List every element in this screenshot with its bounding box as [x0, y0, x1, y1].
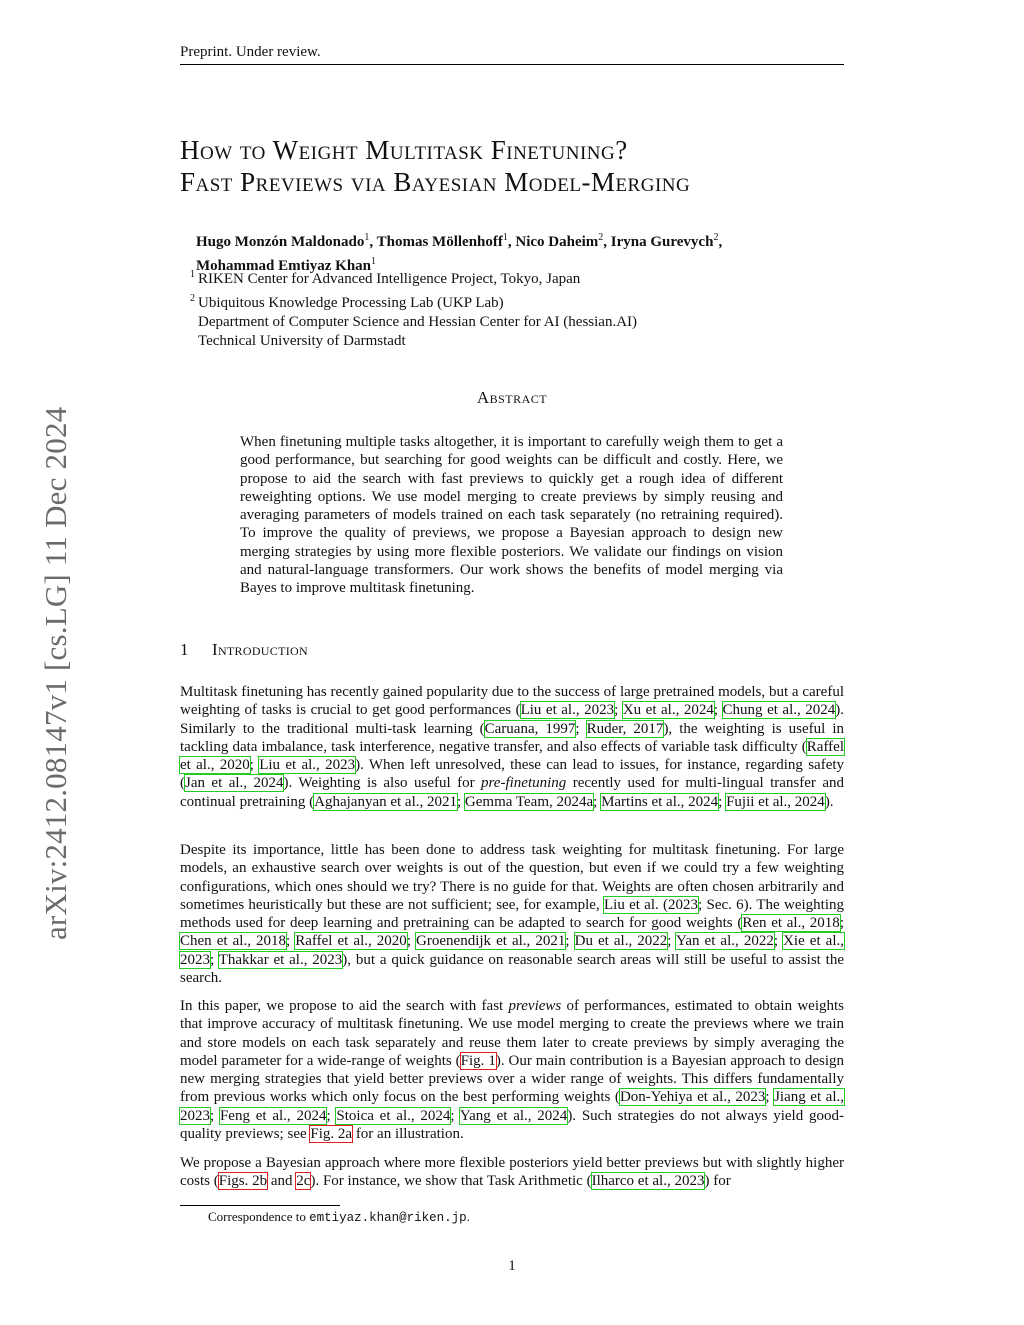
citation-link[interactable]: Ilharco et al., 2023 [591, 1173, 705, 1190]
body-text: We propose a Bayesian approach where more flexible posteriors yield better previews but with slightly higher costs ( [180, 1155, 844, 1190]
body-text: ; [713, 702, 723, 719]
figure-ref-link[interactable]: Fig. 1 [460, 1052, 496, 1069]
citation-link[interactable]: Chung et al., 2024 [722, 702, 836, 719]
citation-link[interactable]: Yan et al., 2022 [675, 933, 774, 950]
body-text: In this paper, we propose to aid the search with fast [180, 998, 509, 1014]
body-text: Multitask finetuning has recently gained popularity due to the success of large pretrained models, but a careful weighting of tasks is crucial to get good performances ( [180, 684, 844, 719]
section-title: Introduction [212, 640, 308, 659]
body-text: ; [286, 933, 296, 950]
paper-title [180, 134, 690, 198]
citation-link[interactable]: Liu et al. (2023 [603, 896, 699, 913]
title-line-2: Fast Previews via Bayesian Model-Merging [180, 167, 691, 197]
page-number: 1 [508, 1258, 516, 1274]
footnote-suffix: . [466, 1209, 470, 1224]
citation-link[interactable]: Groenendijk et al., 2021 [416, 933, 566, 950]
footnote-rule [180, 1205, 340, 1206]
affiliations [190, 265, 637, 351]
figure-ref-link[interactable]: Figs. 2b [218, 1173, 268, 1190]
arxiv-stamp: arXiv:2412.08147v1 [cs.LG] 11 Dec 2024 [38, 406, 73, 940]
running-header: Preprint. Under review. [180, 44, 321, 60]
body-text: recently used for multi-lingual transfer and continual pretraining ( [180, 775, 844, 810]
citation-link[interactable]: Jan et al., 2024 [185, 775, 284, 792]
author-affil-mark: 2 [713, 232, 719, 243]
paragraph-4 [180, 1154, 844, 1191]
citation-link[interactable]: Jiang et al., 2023 [180, 1089, 844, 1124]
affiliation-text: Department of Computer Science and Hessian Center for AI (hessian.AI) [198, 314, 638, 330]
body-text: ). Weighting is also useful for [283, 775, 482, 792]
author-separator: , [507, 234, 516, 250]
body-text: ; [249, 757, 260, 774]
author-name: Thomas Möllenhoff [376, 234, 503, 250]
emphasis-text: previews [508, 998, 562, 1014]
citation-link[interactable]: Thakkar et al., 2023 [218, 951, 343, 968]
citation-link[interactable]: Don-Yehiya et al., 2023 [619, 1089, 766, 1106]
citation-link[interactable]: Ren et al., 2018 [742, 915, 840, 932]
body-text: ; [614, 702, 623, 719]
body-text: ). Similarly to the traditional multi-task learning ( [180, 702, 845, 737]
author-separator: , [369, 234, 377, 250]
body-text: ; [406, 933, 417, 950]
affiliation-text: Ubiquitous Knowledge Processing Lab (UKP Lab) [198, 295, 504, 311]
citation-link[interactable]: Aghajanyan et al., 2021 [314, 793, 457, 810]
author-name: Hugo Monzón Maldonado [196, 234, 365, 250]
citation-link[interactable]: Stoica et al., 2024 [336, 1107, 451, 1124]
paragraph-1 [180, 683, 844, 811]
figure-ref-link[interactable]: Fig. 2a [310, 1126, 353, 1143]
body-text: ). For instance, we show that Task Arithmetic ( [310, 1173, 592, 1190]
body-text: ). Our main contribution is a Bayesian approach to design new merging strategies that yield better previews over a wider range of weights. This differs fundamentally from previous works which only focus on the best performing weights ( [180, 1052, 844, 1106]
footnote [208, 1209, 470, 1225]
body-text: ), the weighting is useful in tackling data imbalance, task interference, negative transfer, and also effects of variable task difficulty ( [180, 720, 844, 755]
author-affil-mark: 1 [371, 256, 377, 267]
affiliation-mark: 1 [190, 269, 195, 280]
emphasis-text: pre-finetuning [481, 775, 567, 792]
citation-link[interactable]: Xu et al., 2024 [622, 702, 714, 719]
body-text: and [267, 1173, 297, 1190]
body-text: of performances, estimated to obtain weights that improve accuracy of multitask finetuning. We use model merging to create the previews where we train and store models on each task separately and reuse them later to create previews by simply averaging the model parameter for a wide-range of weights ( [180, 998, 844, 1069]
author-name: Iryna Gurevych [610, 234, 714, 250]
abstract-text: When finetuning multiple tasks altogether, it is important to carefully weigh them to get a good performance, but searching for good weights can be difficult and costly. Here, we propose to aid the search with fast previews to quickly get a rough idea of different reweighting options. We use model merging to create previews by simply reusing and averaging parameters of models trained on each task separately (no retraining required). To improve the quality of previews, we propose a Bayesian approach to design new merging strategies by using more flexible posteriors. We validate our findings on vision and natural-language transformers. Our work shows the benefits of model merging via Bayes to improve multitask finetuning. [240, 434, 783, 597]
body-text: ; [593, 793, 602, 810]
affiliation-line [190, 313, 637, 332]
author-affil-mark: 1 [364, 232, 370, 243]
header-rule [180, 64, 844, 65]
author-affil-mark: 2 [598, 232, 604, 243]
author-separator: , [603, 234, 611, 250]
section-heading [180, 640, 308, 660]
author-affil-mark: 1 [502, 232, 508, 243]
citation-link[interactable]: Gemma Team, 2024a [464, 793, 594, 810]
citation-link[interactable]: Raffel et al., 2020 [180, 738, 844, 774]
citation-link[interactable]: Chen et al., 2018 [180, 933, 287, 950]
body-text: ) for [704, 1173, 731, 1190]
body-text: ). Such strategies do not always yield good-quality previews; see [180, 1107, 844, 1143]
paragraph-3 [180, 997, 844, 1143]
citation-link[interactable]: Fujii et al., 2024 [726, 793, 825, 810]
citation-link[interactable]: Ruder, 2017 [586, 720, 664, 737]
body-text: ; [210, 1107, 220, 1124]
body-text: ; [565, 933, 575, 950]
author-separator: , [718, 234, 723, 250]
footnote-email-link[interactable]: emtiyaz.khan@riken.jp [309, 1211, 467, 1225]
body-text: ; [450, 1107, 460, 1124]
citation-link[interactable]: Du et al., 2022 [574, 933, 668, 950]
author-name: Nico Daheim [515, 234, 599, 250]
citation-link[interactable]: Raffel et al., 2020 [295, 933, 407, 950]
affiliation-line [190, 265, 637, 289]
body-text: for an illustration. [352, 1126, 464, 1143]
affiliation-mark: 2 [190, 293, 195, 304]
body-text: ; [326, 1107, 337, 1124]
affiliation-text: RIKEN Center for Advanced Intelligence Project, Tokyo, Japan [198, 271, 581, 287]
citation-link[interactable]: Feng et al., 2024 [219, 1107, 327, 1124]
figure-ref-link[interactable]: 2c [296, 1173, 311, 1190]
body-text: ). [824, 793, 834, 810]
paragraph-2 [180, 841, 844, 987]
body-text: Despite its importance, little has been done to address task weighting for multitask finetuning. For large models, an exhaustive search over weights is out of the question, but even if we could try a few weighting configurations, which ones should we try? There is no guide for that. Weights are often chosen arbitrarily and sometimes heuristically but these are not sufficient; see, for example, [180, 842, 844, 913]
body-text: ; [718, 793, 727, 810]
affiliation-line [190, 289, 637, 313]
body-text: ; [773, 933, 784, 950]
author-name: Mohammad Emtiyaz Khan [196, 258, 372, 274]
title-line-1: How to Weight Multitask Finetuning? [180, 135, 628, 165]
abstract-heading: Abstract [476, 388, 548, 407]
body-text: ; [765, 1089, 775, 1106]
body-text: ; Sec. 6). The weighting methods used for deep learning and pretraining can be adapted to search for good weights ( [180, 896, 844, 932]
citation-link[interactable]: Caruana, 1997 [484, 720, 576, 737]
body-text: ). When left unresolved, these can lead to issues, for instance, regarding safety ( [180, 757, 845, 792]
affiliation-line [190, 332, 637, 351]
body-text: ; [210, 951, 219, 968]
affiliation-text: Technical University of Darmstadt [198, 333, 406, 349]
body-text: ; [575, 720, 587, 737]
citation-link[interactable]: Liu et al., 2023 [520, 702, 615, 719]
section-number: 1 [180, 640, 189, 659]
body-text: ), but a quick guidance on reasonable search areas will still be useful to assist the search. [180, 951, 844, 987]
citation-link[interactable]: Xie et al., 2023 [180, 933, 845, 968]
citation-link[interactable]: Martins et al., 2024 [601, 793, 719, 810]
footnote-prefix: Correspondence to [208, 1209, 310, 1224]
body-text: ; [457, 793, 465, 810]
citation-link[interactable]: Yang et al., 2024 [459, 1107, 568, 1124]
citation-link[interactable]: Liu et al., 2023 [259, 757, 356, 774]
body-text: ; [839, 915, 844, 932]
body-text: ; [667, 933, 676, 950]
